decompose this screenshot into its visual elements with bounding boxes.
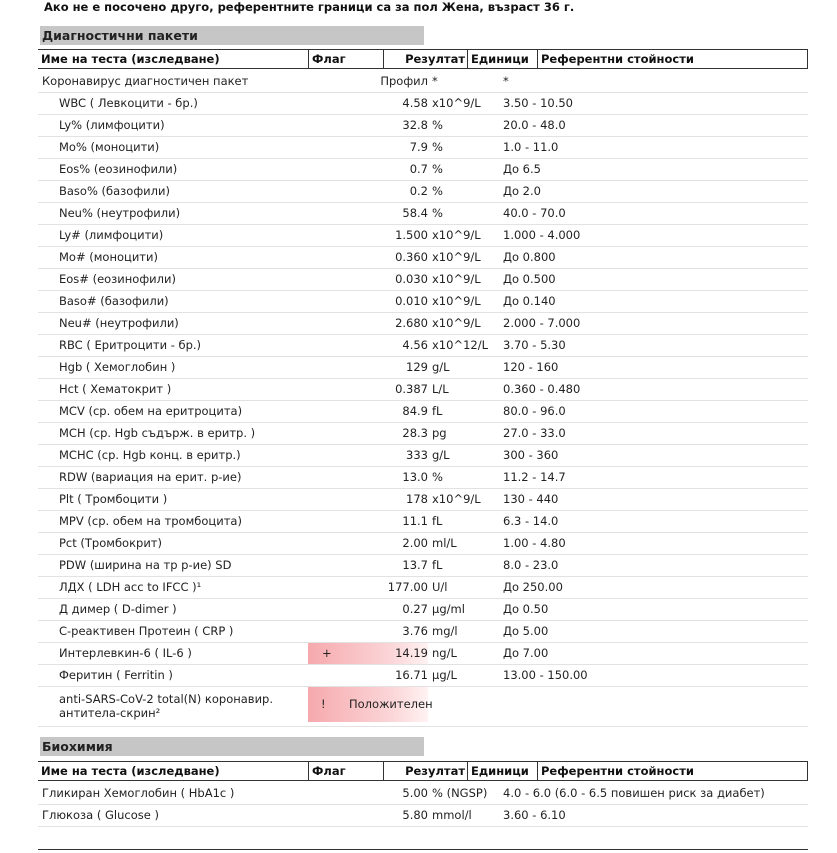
- flag-mark: !: [321, 697, 326, 711]
- column-separator: [807, 762, 808, 780]
- test-unit: *: [432, 74, 438, 88]
- test-unit: ng/L: [432, 646, 457, 660]
- column-header-ref: Референтни стойности: [541, 764, 694, 778]
- test-name: MCH (ср. Hgb съдърж. в еритр. ): [59, 426, 256, 440]
- column-separator: [467, 50, 468, 68]
- table-row: [38, 533, 808, 555]
- table-row: [38, 313, 808, 335]
- test-reference: До 5.00: [503, 624, 549, 638]
- test-result: 129: [406, 360, 428, 374]
- table-row: [38, 555, 808, 577]
- test-result: 32.8: [402, 118, 428, 132]
- column-separator: [383, 762, 384, 780]
- test-name: Eos% (еозинофили): [59, 162, 178, 176]
- test-name: Mo% (моноцити): [59, 140, 160, 154]
- column-separator: [308, 50, 309, 68]
- test-name: Baso# (базофили): [59, 294, 169, 308]
- test-name: Глюкоза ( Glucose ): [42, 808, 159, 822]
- column-header-ref: Референтни стойности: [541, 52, 694, 66]
- test-unit: %: [432, 162, 443, 176]
- test-name: anti-SARS-CoV-2 total(N) коронавир. антитела-скрин²: [59, 692, 274, 720]
- column-header-flag: Флаг: [312, 764, 346, 778]
- table-row: [38, 291, 808, 313]
- test-result: 5.00: [402, 786, 428, 800]
- table-row: [38, 159, 808, 181]
- test-reference: 3.50 - 10.50: [503, 96, 573, 110]
- test-name: Феритин ( Ferritin ): [59, 668, 173, 682]
- test-unit: g/L: [432, 448, 450, 462]
- column-header-flag: Флаг: [312, 52, 346, 66]
- test-unit: mmol/l: [432, 808, 472, 822]
- test-result: 333: [406, 448, 428, 462]
- column-header-name: Име на теста (изследване): [41, 52, 220, 66]
- test-unit: fL: [432, 404, 443, 418]
- test-reference: 3.70 - 5.30: [503, 338, 566, 352]
- test-reference: 1.0 - 11.0: [503, 140, 559, 154]
- table-row: [38, 423, 808, 445]
- table-row: [38, 643, 808, 665]
- test-unit: mg/l: [432, 624, 458, 638]
- column-header-name: Име на теста (изследване): [41, 764, 220, 778]
- test-name: RBC ( Еритроцити - бр.): [59, 338, 202, 352]
- test-result: 14.19: [395, 646, 428, 660]
- table-row: [38, 621, 808, 643]
- test-reference: До 250.00: [503, 580, 563, 594]
- test-reference: 6.3 - 14.0: [503, 514, 559, 528]
- test-result: 11.1: [402, 514, 428, 528]
- table-row: [38, 467, 808, 489]
- table-row: [38, 269, 808, 291]
- test-reference: 27.0 - 33.0: [503, 426, 566, 440]
- table-row: [38, 489, 808, 511]
- test-name: Baso% (базофили): [59, 184, 170, 198]
- test-name: MPV (ср. обем на тромбоцита): [59, 514, 242, 528]
- test-reference: До 0.140: [503, 294, 556, 308]
- test-unit: %: [432, 470, 443, 484]
- test-result: 5.80: [402, 808, 428, 822]
- test-reference: 300 - 360: [503, 448, 559, 462]
- test-unit: x10^9/L: [432, 228, 481, 242]
- test-unit: x10^9/L: [432, 492, 481, 506]
- column-header-unit: Единици: [471, 52, 529, 66]
- test-unit: %: [432, 206, 443, 220]
- test-reference: До 7.00: [503, 646, 549, 660]
- test-reference: До 6.5: [503, 162, 541, 176]
- test-name: RDW (вариация на ерит. р-ие): [59, 470, 242, 484]
- test-name: Neu# (неутрофили): [59, 316, 179, 330]
- test-unit: x10^9/L: [432, 316, 481, 330]
- test-result: 178: [406, 492, 428, 506]
- test-name: Ly# (лимфоцити): [59, 228, 164, 242]
- test-name: Pct (Тромбокрит): [59, 536, 162, 550]
- column-separator: [308, 762, 309, 780]
- test-result: 0.010: [395, 294, 428, 308]
- test-name: MCHC (ср. Hgb конц. в еритр.): [59, 448, 241, 462]
- antibody-row: [38, 687, 808, 727]
- test-unit: L/L: [432, 382, 449, 396]
- test-reference: *: [503, 74, 509, 88]
- column-separator: [807, 50, 808, 68]
- test-name: Mo# (моноцити): [59, 250, 158, 264]
- test-result: 2.680: [395, 316, 428, 330]
- table-row: [38, 379, 808, 401]
- test-name: MCV (ср. обем на еритроцита): [59, 404, 243, 418]
- test-reference: 120 - 160: [503, 360, 559, 374]
- column-separator: [467, 762, 468, 780]
- table-row: [38, 137, 808, 159]
- test-reference: 40.0 - 70.0: [503, 206, 566, 220]
- test-reference: 130 - 440: [503, 492, 559, 506]
- test-result: 0.030: [395, 272, 428, 286]
- test-name: Hgb ( Хемоглобин ): [59, 360, 176, 374]
- table-row: [38, 401, 808, 423]
- test-reference: 3.60 - 6.10: [503, 808, 566, 822]
- column-separator: [537, 762, 538, 780]
- test-reference: 2.000 - 7.000: [503, 316, 581, 330]
- test-result: 0.387: [395, 382, 428, 396]
- test-unit: x10^9/L: [432, 250, 481, 264]
- test-reference: 1.00 - 4.80: [503, 536, 566, 550]
- test-result: 13.7: [402, 558, 428, 572]
- table-row: [38, 805, 808, 827]
- test-unit: fL: [432, 558, 443, 572]
- column-separator: [537, 50, 538, 68]
- test-result: 7.9: [409, 140, 428, 154]
- test-result: 13.0: [402, 470, 428, 484]
- test-reference: До 0.500: [503, 272, 556, 286]
- table-header-diagnostic: [38, 49, 808, 69]
- test-unit: µg/L: [432, 668, 457, 682]
- test-name: Ly% (лимфоцити): [59, 118, 165, 132]
- test-name: Plt ( Тромбоцити ): [59, 492, 168, 506]
- test-reference: 4.0 - 6.0 (6.0 - 6.5 повишен риск за диабет): [503, 786, 765, 800]
- table-row: [38, 203, 808, 225]
- test-reference: 13.00 - 150.00: [503, 668, 588, 682]
- test-result: 4.58: [402, 96, 428, 110]
- test-result: 58.4: [402, 206, 428, 220]
- test-unit: x10^9/L: [432, 96, 481, 110]
- test-name: PDW (ширина на тр р-ие) SD: [59, 558, 232, 572]
- table-row: [38, 357, 808, 379]
- test-result: 2.00: [402, 536, 428, 550]
- test-result: 0.27: [402, 602, 428, 616]
- test-name: Интерлевкин-6 ( IL-6 ): [59, 646, 192, 660]
- test-name: ЛДХ ( LDH acc to IFCC )¹: [59, 580, 202, 594]
- test-result: Профил: [380, 74, 428, 88]
- test-reference: 80.0 - 96.0: [503, 404, 566, 418]
- flag-mark: +: [322, 646, 332, 660]
- test-result: Положителен: [349, 697, 433, 711]
- test-unit: ml/L: [432, 536, 457, 550]
- test-name: Гликиран Хемоглобин ( HbA1c ): [42, 786, 235, 800]
- test-result: 1.500: [395, 228, 428, 242]
- column-header-result: Резултат: [405, 52, 465, 66]
- test-name: Neu% (неутрофили): [59, 206, 181, 220]
- test-unit: %: [432, 118, 443, 132]
- table-row: [38, 247, 808, 269]
- test-unit: pg: [432, 426, 447, 440]
- column-header-unit: Единици: [471, 764, 529, 778]
- test-result: 84.9: [402, 404, 428, 418]
- table-row: [38, 445, 808, 467]
- table-row: [38, 225, 808, 247]
- test-unit: %: [432, 140, 443, 154]
- test-reference: 0.360 - 0.480: [503, 382, 581, 396]
- test-unit: x10^9/L: [432, 294, 481, 308]
- test-reference: 8.0 - 23.0: [503, 558, 559, 572]
- test-reference: 1.000 - 4.000: [503, 228, 581, 242]
- test-name: WBC ( Левкоцити - бр.): [59, 96, 198, 110]
- test-result: 177.00: [387, 580, 428, 594]
- test-unit: U/l: [432, 580, 448, 594]
- column-separator: [383, 50, 384, 68]
- package-row: [38, 71, 808, 93]
- test-reference: До 0.800: [503, 250, 556, 264]
- section-title-biochemistry: Биохимия: [40, 737, 424, 756]
- table-row: [38, 93, 808, 115]
- test-unit: µg/ml: [432, 602, 465, 616]
- test-reference: 20.0 - 48.0: [503, 118, 566, 132]
- test-result: 3.76: [402, 624, 428, 638]
- table-header-biochemistry: [38, 761, 808, 781]
- test-unit: %: [432, 184, 443, 198]
- test-reference: До 0.50: [503, 602, 549, 616]
- test-reference: До 2.0: [503, 184, 541, 198]
- table-row: [38, 115, 808, 137]
- test-unit: fL: [432, 514, 443, 528]
- column-header-result: Резултат: [405, 764, 465, 778]
- test-name: Hct ( Хематокрит ): [59, 382, 172, 396]
- test-unit: x10^12/L: [432, 338, 488, 352]
- bottom-divider: [38, 849, 808, 850]
- table-row: [38, 599, 808, 621]
- test-name: Eos# (еозинофили): [59, 272, 176, 286]
- section-title-diagnostic: Диагностични пакети: [40, 26, 424, 45]
- table-row: [38, 783, 808, 805]
- test-reference: 11.2 - 14.7: [503, 470, 566, 484]
- test-name: С-реактивен Протеин ( CRP ): [59, 624, 234, 638]
- table-row: [38, 335, 808, 357]
- test-result: 28.3: [402, 426, 428, 440]
- test-name: Коронавирус диагностичен пакет: [42, 74, 249, 88]
- test-unit: x10^9/L: [432, 272, 481, 286]
- table-row: [38, 181, 808, 203]
- test-result: 0.360: [395, 250, 428, 264]
- table-row: [38, 577, 808, 599]
- test-unit: % (NGSP): [432, 786, 488, 800]
- test-result: 4.56: [402, 338, 428, 352]
- test-result: 16.71: [395, 668, 428, 682]
- test-result: 0.2: [409, 184, 428, 198]
- test-result: 0.7: [409, 162, 428, 176]
- table-row: [38, 665, 808, 687]
- table-row: [38, 511, 808, 533]
- test-unit: g/L: [432, 360, 450, 374]
- test-name: Д димер ( D-dimer ): [59, 602, 177, 616]
- reference-note: Ако не е посочено друго, референтните граници са за пол Жена, възраст 36 г.: [44, 0, 575, 14]
